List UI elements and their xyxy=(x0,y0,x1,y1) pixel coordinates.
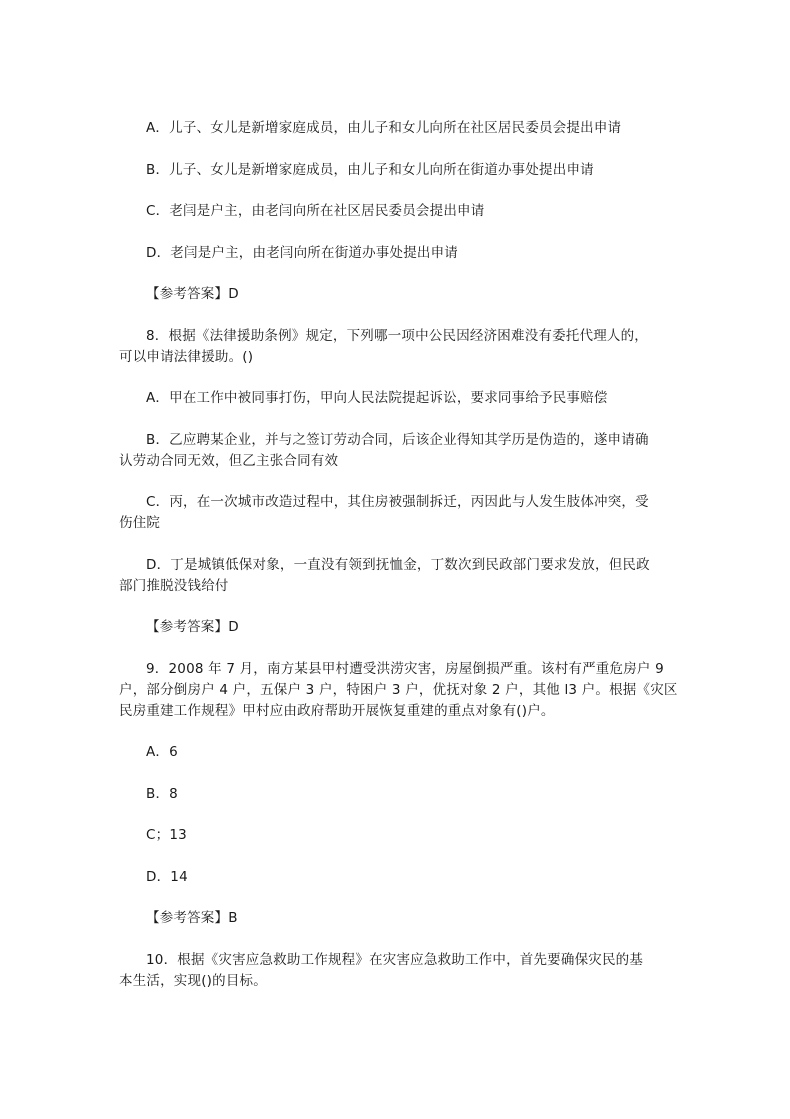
q7-answer: 【参考答案】D xyxy=(146,286,239,302)
q9-option-c: C；13 xyxy=(146,827,187,843)
q9-option-a: A．6 xyxy=(146,744,178,760)
q8-option-b-line1: B．乙应聘某企业，并与之签订劳动合同，后该企业得知其学历是伪造的，遂申请确 xyxy=(146,432,649,448)
q9-stem-line1: 9．2008 年 7 月，南方某县甲村遭受洪涝灾害，房屋倒损严重。该村有严重危房户 9 xyxy=(146,661,664,677)
q7-option-c: C．老闫是户主，由老闫向所在社区居民委员会提出申请 xyxy=(146,203,485,219)
q8-answer: 【参考答案】D xyxy=(146,619,239,635)
q9-option-b: B．8 xyxy=(146,786,178,802)
q7-option-d: D．老闫是户主，由老闫向所在街道办事处提出申请 xyxy=(146,245,458,261)
q8-option-d-line2: 部门推脱没钱给付 xyxy=(119,578,229,594)
q9-answer: 【参考答案】B xyxy=(146,910,238,926)
q9-option-d: D．14 xyxy=(146,869,188,885)
q8-option-b-line2: 认劳动合同无效，但乙主张合同有效 xyxy=(119,453,339,469)
q7-option-b: B．儿子、女儿是新增家庭成员，由儿子和女儿向所在街道办事处提出申请 xyxy=(146,162,594,178)
q10-stem-line2: 本生活，实现()的目标。 xyxy=(119,973,267,989)
q7-option-a: A．儿子、女儿是新增家庭成员，由儿子和女儿向所在社区居民委员会提出申请 xyxy=(146,120,622,136)
q8-option-c-line1: C．丙，在一次城市改造过程中，其住房被强制拆迁，丙因此与人发生肢体冲突，受 xyxy=(146,494,649,510)
q10-stem-line1: 10．根据《灾害应急救助工作规程》在灾害应急救助工作中，首先要确保灾民的基 xyxy=(146,952,644,968)
q8-stem-line2: 可以申请法律援助。() xyxy=(119,349,254,365)
q8-stem-line1: 8．根据《法律援助条例》规定，下列哪一项中公民因经济困难没有委托代理人的， xyxy=(146,328,648,344)
q9-stem-line2: 户，部分倒房户 4 户，五保户 3 户，特困户 3 户，优抚对象 2 户，其他 l3 户。根据《灾区 xyxy=(119,682,678,698)
q8-option-a: A．甲在工作中被同事打伤，甲向人民法院提起诉讼，要求同事给予民事赔偿 xyxy=(146,390,608,406)
q9-stem-line3: 民房重建工作规程》甲村应由政府帮助开展恢复重建的重点对象有()户。 xyxy=(119,703,555,719)
q8-option-d-line1: D．丁是城镇低保对象，一直没有领到抚恤金，丁数次到民政部门要求发放，但民政 xyxy=(146,557,650,573)
q8-option-c-line2: 伤住院 xyxy=(119,515,161,531)
